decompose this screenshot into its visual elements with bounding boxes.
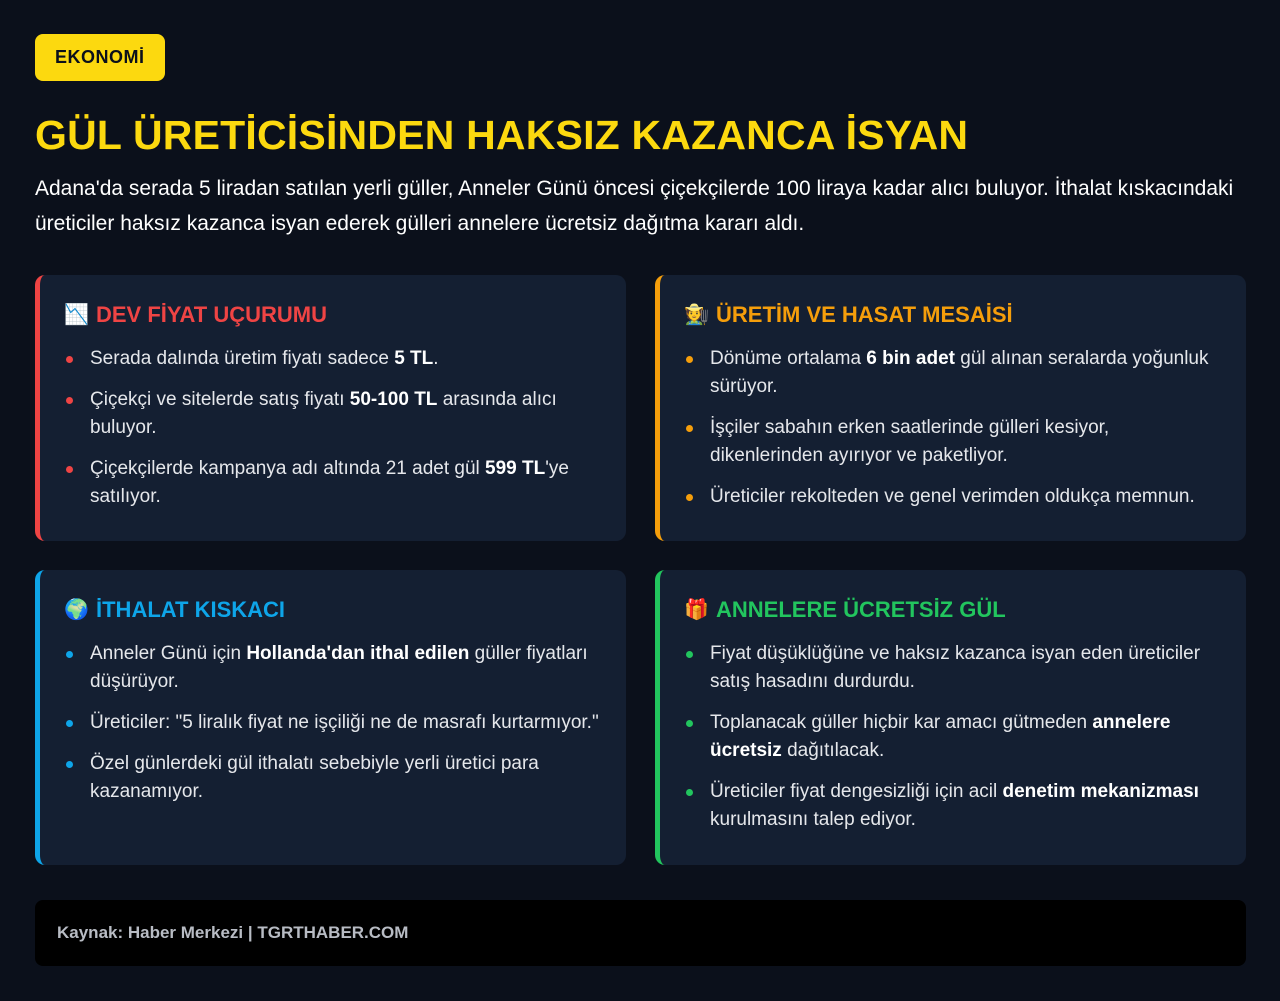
list-item: Üreticiler rekolteden ve genel verimden oldukça memnun.	[684, 483, 1220, 511]
list-item: Üreticiler: "5 liralık fiyat ne işçiliği ne de masrafı kurtarmıyor."	[64, 709, 600, 737]
list-item: Özel günlerdeki gül ithalatı sebebiyle yerli üretici para kazanamıyor.	[64, 750, 600, 806]
card-points	[684, 345, 1220, 511]
card-title-text: İTHALAT KISKACI	[96, 597, 286, 622]
list-item: Üreticiler fiyat dengesizliği için acil denetim mekanizması kurulmasını talep ediyor.	[684, 778, 1220, 834]
card-title-text: DEV FİYAT UÇURUMU	[96, 302, 328, 327]
card-production	[655, 275, 1246, 541]
card-title-text: ÜRETİM VE HASAT MESAİSİ	[716, 302, 1013, 327]
list-item: Dönüme ortalama 6 bin adet gül alınan seralarda yoğunluk sürüyor.	[684, 345, 1220, 401]
card-title	[684, 299, 1220, 331]
list-item: Çiçekçi ve sitelerde satış fiyatı 50-100 TL arasında alıcı buluyor.	[64, 386, 600, 442]
chart-down-icon: 📉	[64, 304, 89, 326]
list-item: Fiyat düşüklüğüne ve haksız kazanca isyan eden üreticiler satış hasadını durdurdu.	[684, 640, 1220, 696]
card-title	[64, 299, 600, 331]
globe-icon: 🌍	[64, 599, 89, 621]
list-item: İşçiler sabahın erken saatlerinde gülleri kesiyor, dikenlerinden ayırıyor ve paketliyor.	[684, 414, 1220, 470]
gift-icon: 🎁	[684, 599, 709, 621]
card-points	[64, 345, 600, 511]
category-tag: EKONOMİ	[35, 34, 165, 81]
card-title	[64, 594, 600, 626]
card-price-gap	[35, 275, 626, 541]
card-title	[684, 594, 1220, 626]
lead-paragraph: Adana'da serada 5 liradan satılan yerli güller, Anneler Günü öncesi çiçekçilerde 100 liraya kadar alıcı buluyor. İthalat kıskacındaki üreticiler haksız kazanca isyan ederek gülleri annelere ücretsiz dağıtma kararı aldı.	[35, 177, 1234, 235]
list-item: Anneler Günü için Hollanda'dan ithal edilen güller fiyatları düşürüyor.	[64, 640, 600, 696]
card-points	[64, 640, 600, 806]
card-points	[684, 640, 1220, 834]
cards-grid	[35, 275, 1246, 865]
list-item: Serada dalında üretim fiyatı sadece 5 TL.	[64, 345, 600, 373]
card-free-roses	[655, 570, 1246, 865]
farmer-icon: 🧑‍🌾	[684, 304, 709, 326]
source-footer: Kaynak: Haber Merkezi | TGRTHABER.COM	[35, 900, 1246, 966]
list-item: Çiçekçilerde kampanya adı altında 21 adet gül 599 TL'ye satılıyor.	[64, 455, 600, 511]
list-item: Toplanacak güller hiçbir kar amacı gütmeden annelere ücretsiz dağıtılacak.	[684, 709, 1220, 765]
card-import	[35, 570, 626, 865]
headline: GÜL ÜRETİCİSİNDEN HAKSIZ KAZANCA İSYAN	[35, 112, 969, 158]
card-title-text: ANNELERE ÜCRETSİZ GÜL	[716, 597, 1006, 622]
